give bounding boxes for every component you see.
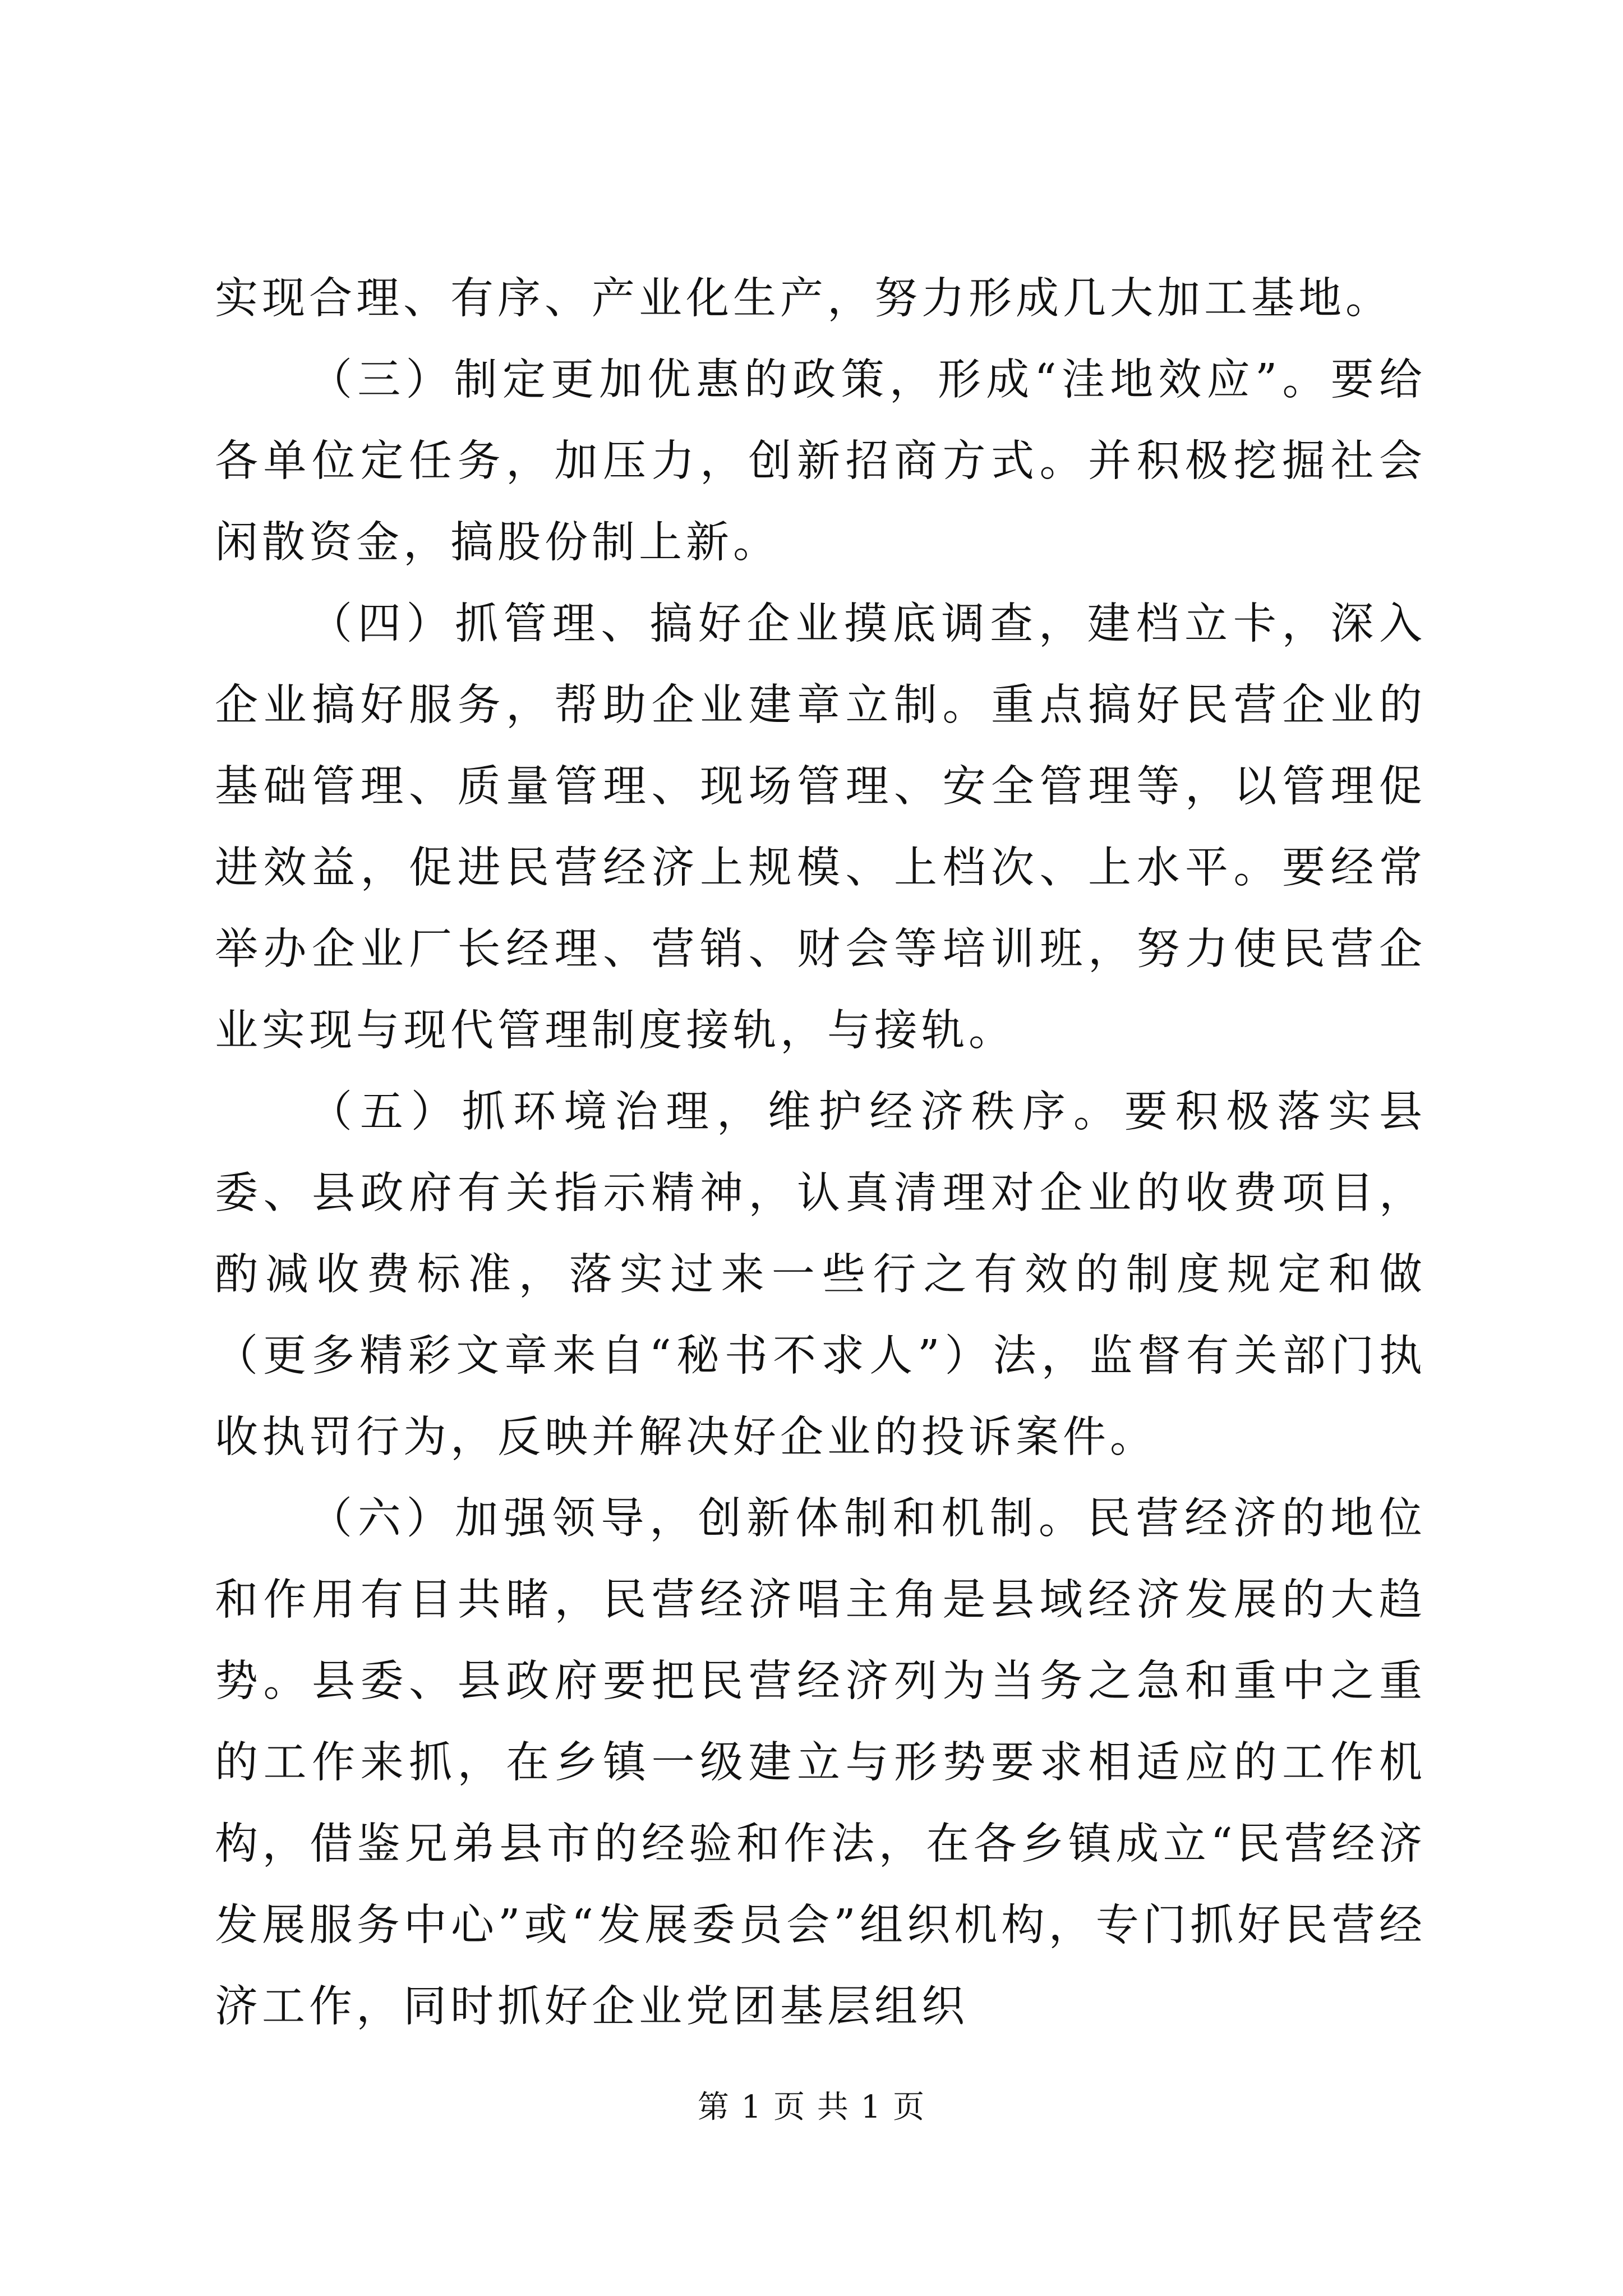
- paragraph-section-4: （四）抓管理、搞好企业摸底调查，建档立卡，深入企业搞好服务，帮助企业建章立制。重点搞好民营企业的基础管理、质量管理、现场管理、安全管理等，以管理促进效益，促进民营经济上规模、上档次、上水平。要经常举办企业厂长经理、营销、财会等培训班，努力使民营企业实现与现代管理制度接轨，与接轨。: [215, 599, 1426, 1056]
- paragraph-section-6: （六）加强领导，创新体制和机制。民营经济的地位和作用有目共睹，民营经济唱主角是县域经济发展的大趋势。县委、县政府要把民营经济列为当务之急和重中之重的工作来抓，在乡镇一级建立与形势要求相适应的工作机构，借鉴兄弟县市的经验和作法，在各乡镇成立“民营经济发展服务中心”或“发展委员会”组织机构，专门抓好民营经济工作，同时抓好企业党团基层组织: [215, 1494, 1426, 2032]
- paragraph-continuation: 实现合理、有序、产业化生产，努力形成几大加工基地。: [215, 274, 1393, 324]
- paragraph-section-5: （五）抓环境治理，维护经济秩序。要积极落实县委、县政府有关指示精神，认真清理对企业的收费项目，酌减收费标准，落实过来一些行之有效的制度规定和做（更多精彩文章来自“秘书不求人”）法，监督有关部门执收执罚行为，反映并解决好企业的投诉案件。: [215, 1087, 1426, 1462]
- paragraph-section-3: （三）制定更加优惠的政策，形成“洼地效应”。要给各单位定任务，加压力，创新招商方式。并积极挖掘社会闲散资金，搞股份制上新。: [215, 355, 1426, 568]
- document-body: [215, 258, 1426, 2047]
- page-number-footer: 第 1 页 共 1 页: [697, 2089, 926, 2125]
